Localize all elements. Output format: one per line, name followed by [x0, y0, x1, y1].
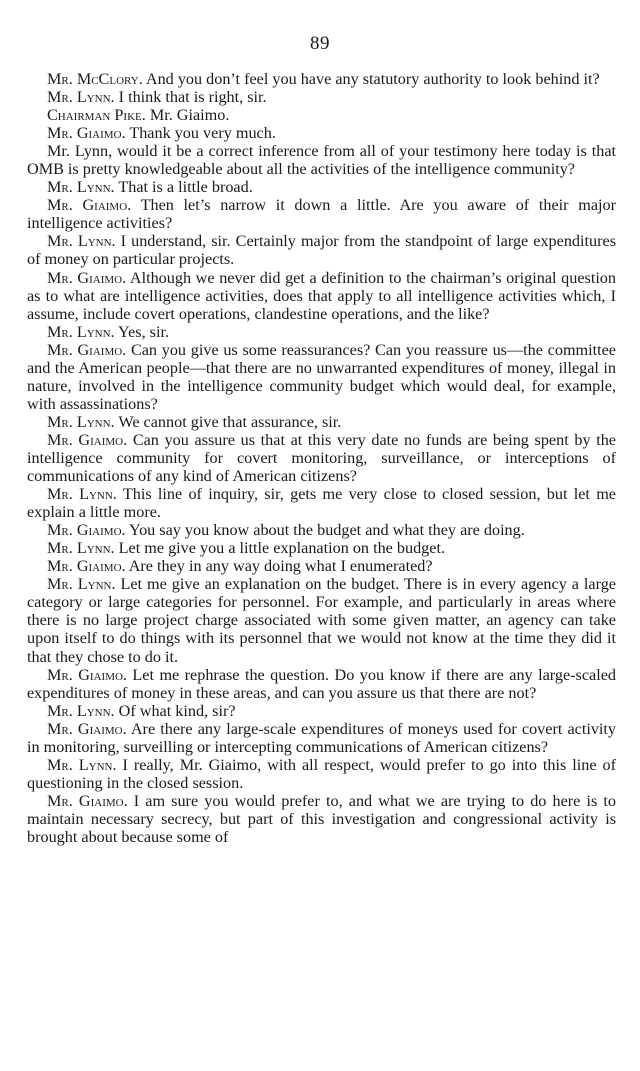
speech-text: Can you assure us that at this very date no funds are being spent by the intelligence community for covert monitoring, surveillance, or interceptions of communications of any kind of American citizens? — [27, 430, 616, 486]
speaker-name: Mr. Giaimo. — [47, 719, 127, 738]
speech-text: Can you give us some reassurances? Can you reassure us—the committee and the American people—that there are no unwarranted expenditures of money, illegal in nature, involved in the intelligence community budget which would deal, for example, with assassinations? — [27, 340, 616, 413]
speech-text: I am sure you would prefer to, and what we are trying to do here is to maintain necessary secrecy, but part of this investigation and congressional activity is brought about because some of — [27, 791, 616, 846]
speaker-name: Mr. Giaimo. — [47, 124, 126, 143]
transcript-paragraph — [27, 323, 616, 341]
transcript-paragraph — [27, 341, 616, 413]
transcript-paragraph — [27, 106, 616, 124]
transcript-paragraph — [27, 521, 616, 539]
speaker-name: Mr. Giaimo. — [47, 791, 128, 810]
speaker-name: Mr. Lynn. — [47, 322, 115, 341]
speaker-name: Mr. Lynn. — [47, 412, 115, 431]
transcript-paragraph — [27, 557, 616, 575]
speaker-name: Mr. Giaimo. — [47, 557, 126, 576]
speech-text: Mr. Giaimo. — [145, 106, 230, 125]
speaker-name: Mr. Giaimo. — [47, 665, 127, 684]
transcript-paragraph — [27, 756, 616, 792]
page-number: 89 — [310, 33, 330, 54]
transcript-paragraph — [27, 485, 616, 521]
transcript-body — [27, 70, 616, 846]
speaker-name: Mr. Lynn. — [47, 88, 115, 107]
speaker-name: Chairman Pike. — [47, 106, 146, 125]
speech-text: Of what kind, sir? — [114, 701, 236, 720]
speech-text: Are there any large-scale expenditures of moneys used for covert activity in monitoring, surveilling or intercepting communications of American citizens? — [27, 719, 616, 756]
speaker-name: Mr. Lynn. — [47, 178, 115, 197]
speaker-name: Mr. Giaimo. — [47, 340, 127, 359]
speaker-name: Mr. Giaimo. — [47, 268, 127, 287]
transcript-paragraph — [27, 70, 616, 88]
speech-text: We cannot give that assurance, sir. — [114, 412, 342, 431]
speech-text: Let me give you a little explanation on the budget. — [114, 539, 445, 558]
transcript-paragraph — [27, 666, 616, 702]
speaker-name: Mr. Giaimo. — [47, 430, 128, 449]
speaker-name: Mr. Lynn. — [47, 575, 116, 594]
speech-text: This line of inquiry, sir, gets me very close to closed session, but let me explain a little more. — [27, 485, 616, 522]
speech-text: Although we never did get a definition to the chairman’s original question as to what are intelligence activities, does that apply to all intelligence activities which, I assume, include covert operations, clandestine operations, and the like? — [27, 268, 616, 323]
transcript-paragraph — [27, 178, 616, 196]
speaker-name: Mr. McClory. — [47, 70, 143, 88]
transcript-paragraph — [27, 142, 616, 178]
transcript-paragraph — [27, 124, 616, 142]
speaker-name: Mr. Lynn. — [47, 539, 115, 558]
speech-text: That is a little broad. — [114, 178, 253, 197]
speech-text: Yes, sir. — [114, 322, 170, 341]
speaker-name: Mr. Lynn. — [47, 485, 117, 504]
speech-text: Let me rephrase the question. Do you know if there are any large-scaled expenditures of money in these areas, and can you assure us that there are not? — [27, 665, 616, 702]
speech-text: Thank you very much. — [125, 124, 276, 143]
transcript-paragraph — [27, 232, 616, 268]
speech-text: You say you know about the budget and what they are doing. — [125, 521, 525, 540]
speech-text: And you don’t feel you have any statutory authority to look behind it? — [142, 70, 600, 88]
speech-text: I think that is right, sir. — [114, 88, 267, 107]
transcript-paragraph — [27, 88, 616, 106]
transcript-paragraph — [27, 539, 616, 557]
transcript-paragraph — [27, 269, 616, 323]
speech-text: Let me give an explanation on the budget. There is in every agency a large category or large categories for personnel. For example, and particularly in areas where there is no large project charge associated with some given matter, an agency can take upon itself to do things with its personnel that we would not know at the time they did it that they chose to do it. — [27, 575, 616, 666]
transcript-paragraph — [27, 720, 616, 756]
transcript-paragraph — [27, 702, 616, 720]
speech-text: Mr. Lynn, would it be a correct inference from all of your testimony here today is that OMB is pretty knowledgeable about all the activities of the intelligence community? — [27, 142, 616, 179]
speech-text: I really, Mr. Giaimo, with all respect, would prefer to go into this line of questioning in the closed session. — [27, 755, 617, 792]
speaker-name: Mr. Lynn. — [47, 755, 117, 774]
transcript-paragraph — [27, 575, 616, 665]
speaker-name: Mr. Giaimo. — [47, 196, 132, 215]
speaker-name: Mr. Lynn. — [47, 232, 116, 251]
speaker-name: Mr. Lynn. — [47, 701, 115, 720]
transcript-paragraph — [27, 792, 616, 846]
transcript-paragraph — [27, 196, 616, 232]
speech-text: I understand, sir. Certainly major from the standpoint of large expenditures of money on particular projects. — [27, 232, 616, 269]
transcript-paragraph — [27, 431, 616, 485]
transcript-paragraph — [27, 413, 616, 431]
speech-text: Are they in any way doing what I enumerated? — [125, 557, 433, 576]
speaker-name: Mr. Giaimo. — [47, 521, 126, 540]
speech-text: Then let’s narrow it down a little. Are you aware of their major intelligence activities? — [27, 196, 616, 233]
